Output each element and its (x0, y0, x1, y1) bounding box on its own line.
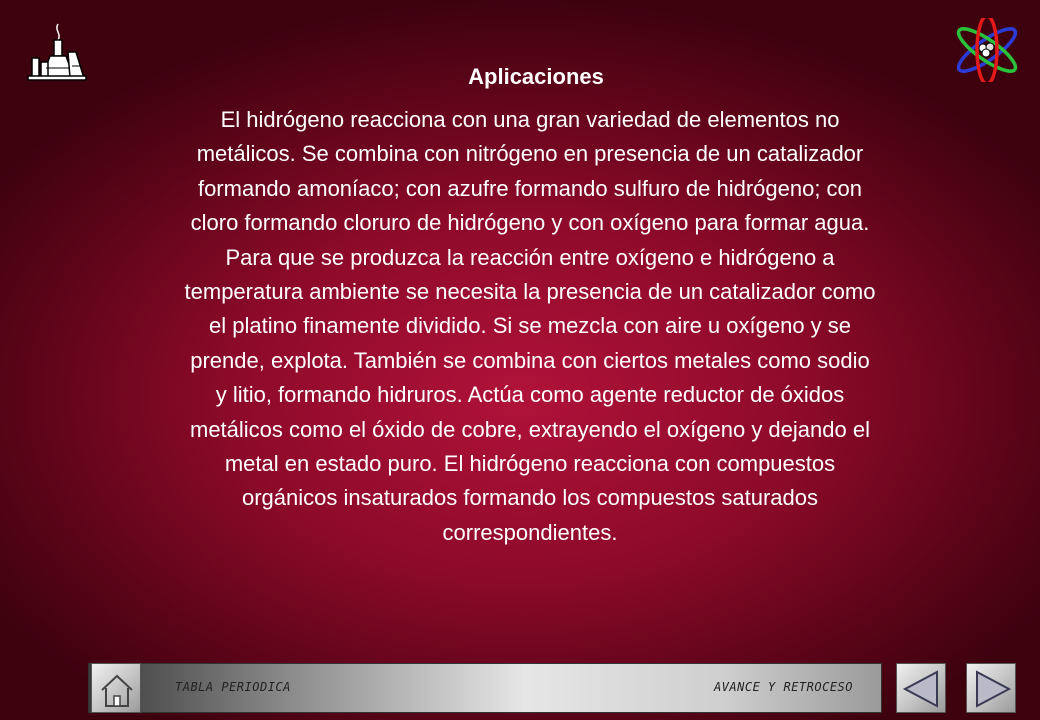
body-line: cloro formando cloruro de hidrógeno y con oxígeno para formar agua. (190, 210, 870, 236)
slide-body (62, 103, 998, 550)
previous-button[interactable] (896, 663, 946, 713)
next-button[interactable] (966, 663, 1016, 713)
body-line: orgánicos insaturados formando los compuestos saturados (242, 485, 818, 511)
body-line: prende, explota. También se combina con ciertos metales como sodio (190, 347, 870, 373)
nav-link-periodic-table[interactable]: TABLA PERIODICA (175, 680, 291, 694)
nav-label-advance-back: AVANCE Y RETROCESO (713, 680, 853, 694)
body-line: Para que se produzca la reacción entre oxígeno e hidrógeno a (225, 244, 835, 270)
body-line: el platino finamente dividido. Si se mezcla con aire u oxígeno y se (208, 313, 852, 339)
navigation-bar (88, 663, 882, 713)
body-line: correspondientes. (442, 519, 618, 545)
home-button[interactable] (91, 663, 141, 713)
triangle-right-icon (967, 664, 1017, 714)
body-line: metálicos. Se combina con nitrógeno en presencia de un catalizador (196, 141, 864, 167)
slide-title: Aplicaciones (468, 64, 604, 89)
home-icon (92, 664, 142, 714)
body-line: metal en estado puro. El hidrógeno reacciona con compuestos (224, 451, 836, 477)
body-line: formando amoníaco; con azufre formando sulfuro de hidrógeno; con (197, 175, 863, 201)
body-line: metálicos como el óxido de cobre, extrayendo el oxígeno y dejando el (190, 416, 870, 442)
triangle-left-icon (897, 664, 947, 714)
body-line: El hidrógeno reacciona con una gran variedad de elementos no (220, 107, 840, 132)
body-line: temperatura ambiente se necesita la presencia de un catalizador como (184, 279, 876, 305)
body-line: y litio, formando hidruros. Actúa como agente reductor de óxidos (215, 382, 845, 408)
